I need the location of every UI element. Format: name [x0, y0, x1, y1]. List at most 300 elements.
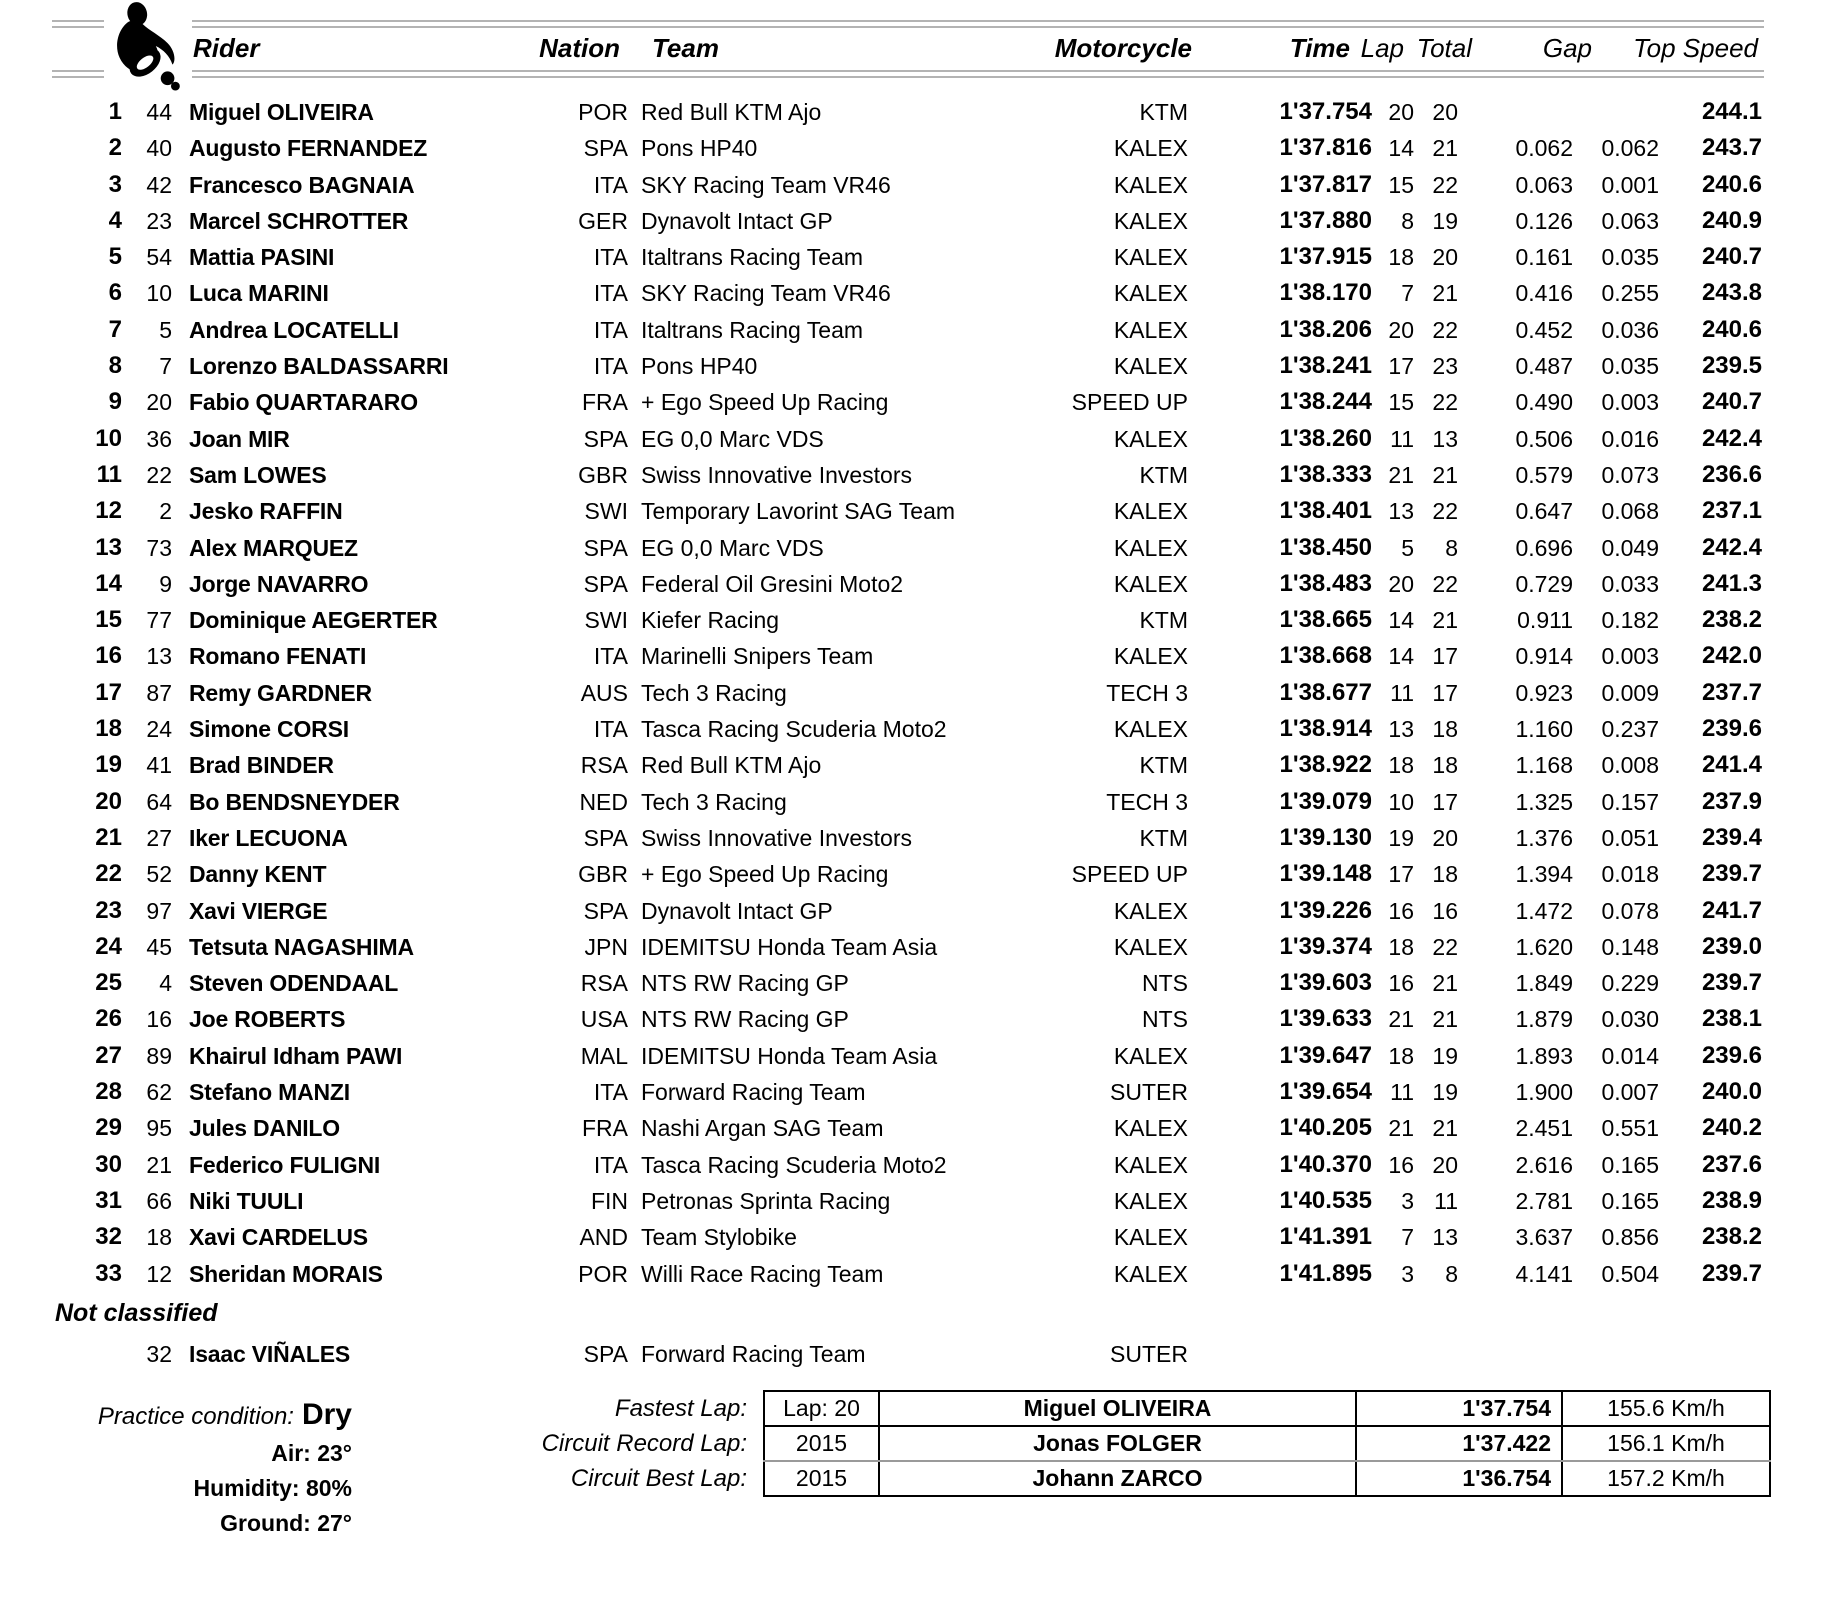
nation-cell: SPA [583, 135, 628, 162]
not-classified-rows [0, 1336, 1826, 1372]
rider-number-cell: 36 [146, 425, 172, 452]
gap-to-first-cell: 0.452 [1515, 316, 1573, 343]
time-cell: 1'38.260 [1279, 424, 1372, 452]
classification-rows [0, 82, 1826, 1292]
motorcycle-cell: SPEED UP [1071, 861, 1188, 888]
gap-to-first-cell: 2.616 [1515, 1151, 1573, 1178]
rider-number-cell: 66 [146, 1187, 172, 1214]
total-laps-cell: 8 [1445, 534, 1458, 561]
time-cell: 1'37.816 [1279, 134, 1372, 162]
rider-name-cell: Mattia PASINI [189, 244, 335, 271]
position-cell: 11 [96, 460, 122, 488]
position-cell: 6 [108, 279, 122, 307]
gap-to-first-cell: 1.879 [1515, 1006, 1573, 1033]
gap-to-prev-cell: 0.014 [1601, 1042, 1659, 1069]
nation-cell: ITA [593, 1079, 628, 1106]
top-speed-cell: 240.2 [1701, 1114, 1762, 1142]
top-speed-cell: 242.4 [1701, 424, 1762, 452]
rider-number-cell: 16 [146, 1006, 172, 1033]
position-cell: 12 [95, 497, 122, 525]
motorcycle-cell: NTS [1142, 970, 1188, 997]
total-laps-cell: 22 [1432, 316, 1458, 343]
time-cell: 1'39.603 [1279, 969, 1372, 997]
lap-cell: 15 [1388, 389, 1414, 416]
lap-cell: 21 [1388, 1115, 1414, 1142]
gap-to-first-cell: 3.637 [1515, 1224, 1573, 1251]
rider-name-cell: Isaac VIÑALES [189, 1340, 351, 1367]
best-lap-speed-cell: 157.2 Km/h [1563, 1462, 1771, 1495]
table-row [0, 1147, 1826, 1183]
rider-number-cell: 95 [146, 1115, 172, 1142]
rider-name-cell: Stefano MANZI [189, 1079, 350, 1106]
table-row [0, 94, 1826, 130]
rider-name-cell: Jules DANILO [189, 1115, 340, 1142]
table-row [0, 457, 1826, 493]
team-cell: Federal Oil Gresini Moto2 [641, 570, 904, 597]
position-cell: 1 [108, 98, 122, 125]
time-cell: 1'39.374 [1279, 932, 1372, 960]
time-cell: 1'38.677 [1279, 678, 1372, 706]
time-cell: 1'39.148 [1279, 860, 1372, 888]
position-cell: 19 [95, 751, 122, 779]
rider-name-cell: Niki TUULI [189, 1187, 304, 1214]
top-speed-cell: 243.8 [1701, 279, 1762, 307]
column-header-lap: Lap [1360, 33, 1404, 63]
rider-number-cell: 20 [146, 389, 172, 416]
rider-number-cell: 5 [159, 316, 172, 343]
header-bottom-rule [52, 70, 1764, 78]
team-cell: Swiss Innovative Investors [641, 461, 913, 488]
header-top-rule [52, 20, 1764, 28]
lap-cell: 17 [1388, 861, 1414, 888]
table-row [0, 784, 1826, 820]
motorcycle-cell: NTS [1142, 1006, 1188, 1033]
top-speed-cell: 240.9 [1701, 206, 1762, 234]
motorcycle-cell: TECH 3 [1106, 679, 1188, 706]
team-cell: NTS RW Racing GP [641, 1006, 849, 1033]
rider-name-cell: Fabio QUARTARARO [189, 389, 418, 416]
best-lap-time-cell: 1'36.754 [1357, 1462, 1563, 1495]
gap-to-prev-cell: 0.551 [1601, 1115, 1659, 1142]
gap-to-prev-cell: 0.003 [1601, 389, 1659, 416]
total-laps-cell: 22 [1432, 570, 1458, 597]
time-cell: 1'39.226 [1279, 896, 1372, 924]
time-cell: 1'39.633 [1279, 1005, 1372, 1033]
time-cell: 1'37.817 [1279, 170, 1372, 198]
rider-number-cell: 24 [146, 716, 172, 743]
time-cell: 1'38.244 [1279, 388, 1372, 416]
lap-cell: 14 [1388, 607, 1414, 634]
team-cell: + Ego Speed Up Racing [641, 861, 889, 888]
gap-to-first-cell: 1.376 [1515, 824, 1573, 851]
gap-to-first-cell: 0.506 [1515, 425, 1573, 452]
gap-to-prev-cell: 0.009 [1601, 679, 1659, 706]
team-cell: IDEMITSU Honda Team Asia [641, 1042, 938, 1069]
motorcycle-cell: KALEX [1113, 280, 1188, 307]
nation-cell: JPN [584, 933, 628, 960]
gap-to-prev-cell: 0.148 [1601, 933, 1659, 960]
time-cell: 1'39.654 [1279, 1078, 1372, 1106]
position-cell: 13 [95, 533, 122, 561]
team-cell: Red Bull KTM Ajo [641, 99, 822, 125]
position-cell: 22 [95, 860, 122, 888]
motorcycle-cell: KALEX [1113, 1260, 1188, 1287]
motorcycle-cell: KTM [1139, 461, 1188, 488]
column-header-motorcycle: Motorcycle [1054, 33, 1192, 63]
best-lap-rider-cell: Jonas FOLGER [880, 1427, 1357, 1460]
rider-name-cell: Brad BINDER [189, 752, 334, 779]
rider-number-cell: 45 [146, 933, 172, 960]
position-cell: 7 [108, 315, 122, 343]
nation-cell: ITA [593, 280, 628, 307]
team-cell: Pons HP40 [641, 353, 758, 380]
gap-to-prev-cell: 0.856 [1601, 1224, 1659, 1251]
rider-number-cell: 18 [146, 1224, 172, 1251]
lap-cell: 21 [1388, 1006, 1414, 1033]
table-header [0, 0, 1826, 82]
total-laps-cell: 23 [1432, 353, 1458, 380]
time-cell: 1'38.401 [1279, 497, 1372, 525]
total-laps-cell: 22 [1432, 498, 1458, 525]
top-speed-cell: 241.7 [1701, 896, 1762, 924]
time-cell: 1'37.915 [1279, 243, 1372, 271]
gap-to-prev-cell: 0.165 [1601, 1187, 1659, 1214]
table-row [0, 384, 1826, 420]
rider-number-cell: 64 [146, 788, 172, 815]
lap-cell: 17 [1388, 353, 1414, 380]
top-speed-cell: 240.7 [1701, 388, 1762, 416]
rider-name-cell: Augusto FERNANDEZ [189, 135, 428, 162]
best-lap-row [430, 1390, 1771, 1427]
nation-cell: GER [578, 207, 628, 234]
total-laps-cell: 21 [1432, 607, 1458, 634]
lap-cell: 14 [1388, 643, 1414, 670]
best-lap-cells [763, 1425, 1771, 1462]
rider-number-cell: 32 [146, 1340, 172, 1367]
team-cell: + Ego Speed Up Racing [641, 389, 889, 416]
practice-condition-label: Practice condition: [97, 1403, 294, 1431]
gap-to-prev-cell [1573, 94, 1659, 130]
motorcycle-rider-icon [104, 0, 192, 92]
gap-to-prev-cell: 0.008 [1601, 752, 1659, 779]
nation-cell: ITA [593, 1151, 628, 1178]
gap-to-prev-cell: 0.030 [1601, 1006, 1659, 1033]
air-temperature: Air: 23° [271, 1440, 352, 1467]
nation-cell: SPA [583, 570, 628, 597]
gap-to-first-cell: 1.472 [1515, 897, 1573, 924]
rider-number-cell: 52 [146, 861, 172, 888]
nation-cell: ITA [593, 716, 628, 743]
rider-name-cell: Dominique AEGERTER [189, 607, 438, 634]
rider-number-cell: 62 [146, 1079, 172, 1106]
motorcycle-cell: KALEX [1113, 716, 1188, 743]
time-cell: 1'38.241 [1279, 352, 1372, 380]
gap-to-first-cell: 1.160 [1515, 716, 1573, 743]
rider-name-cell: Steven ODENDAAL [189, 970, 399, 997]
total-laps-cell: 21 [1432, 135, 1458, 162]
table-row [0, 820, 1826, 856]
top-speed-cell: 239.7 [1701, 860, 1762, 888]
gap-to-first-cell: 1.849 [1515, 970, 1573, 997]
ground-temperature: Ground: 27° [220, 1510, 352, 1537]
lap-cell: 16 [1388, 897, 1414, 924]
table-row [0, 1074, 1826, 1110]
gap-to-first-cell: 0.062 [1515, 135, 1573, 162]
rider-name-cell: Xavi CARDELUS [189, 1224, 368, 1251]
column-header-top-speed: Top Speed [1633, 33, 1758, 63]
top-speed-cell: 243.7 [1701, 134, 1762, 162]
top-speed-cell: 241.3 [1701, 569, 1762, 597]
nation-cell: ITA [593, 353, 628, 380]
total-laps-cell: 19 [1432, 1079, 1458, 1106]
gap-to-first-cell: 0.647 [1515, 498, 1573, 525]
rider-number-cell: 10 [146, 280, 172, 307]
motorcycle-cell: KALEX [1113, 534, 1188, 561]
motorcycle-cell: KALEX [1113, 171, 1188, 198]
rider-number-cell: 42 [146, 171, 172, 198]
best-lap-row [430, 1425, 1771, 1462]
lap-cell: 16 [1388, 1151, 1414, 1178]
lap-cell: 11 [1390, 425, 1414, 452]
table-row [0, 1001, 1826, 1037]
gap-to-prev-cell: 0.229 [1601, 970, 1659, 997]
top-speed-cell: 239.5 [1701, 352, 1762, 380]
table-row [0, 1183, 1826, 1219]
position-cell: 8 [108, 352, 122, 380]
total-laps-cell: 22 [1432, 389, 1458, 416]
gap-to-prev-cell: 0.007 [1601, 1079, 1659, 1106]
conditions-block [0, 1394, 352, 1541]
position-cell: 27 [95, 1041, 122, 1069]
lap-cell: 14 [1388, 135, 1414, 162]
gap-to-first-cell: 0.911 [1517, 607, 1573, 634]
rider-number-cell: 41 [146, 752, 172, 779]
total-laps-cell: 20 [1432, 244, 1458, 271]
gap-to-first-cell: 0.490 [1515, 389, 1573, 416]
position-cell: 10 [95, 424, 122, 452]
gap-to-prev-cell: 0.073 [1601, 461, 1659, 488]
top-speed-cell: 239.7 [1701, 1259, 1762, 1287]
top-speed-cell: 240.6 [1701, 315, 1762, 343]
top-speed-cell: 240.0 [1701, 1078, 1762, 1106]
gap-to-prev-cell: 0.016 [1601, 425, 1659, 452]
team-cell: Tech 3 Racing [641, 788, 787, 815]
position-cell: 24 [95, 932, 122, 960]
rider-name-cell: Sheridan MORAIS [189, 1260, 383, 1287]
table-row [0, 130, 1826, 166]
gap-to-first-cell: 0.487 [1515, 353, 1573, 380]
column-header-nation: Nation [539, 33, 620, 63]
gap-to-prev-cell: 0.068 [1601, 498, 1659, 525]
rider-number-cell: 7 [159, 353, 172, 380]
total-laps-cell: 18 [1432, 752, 1458, 779]
column-header-team: Team [652, 33, 719, 63]
column-header-gap: Gap [1542, 33, 1592, 63]
table-row [0, 929, 1826, 965]
lap-cell: 18 [1388, 933, 1414, 960]
nation-cell: AUS [580, 679, 628, 706]
motorcycle-cell: KALEX [1113, 1042, 1188, 1069]
top-speed-cell: 239.6 [1701, 1041, 1762, 1069]
table-row [0, 1256, 1826, 1292]
top-speed-cell: 242.4 [1701, 533, 1762, 561]
lap-cell: 5 [1401, 534, 1414, 561]
table-row [0, 421, 1826, 457]
gap-to-prev-cell: 0.165 [1601, 1151, 1659, 1178]
position-cell: 29 [95, 1114, 122, 1142]
lap-cell: 15 [1388, 171, 1414, 198]
total-laps-cell: 18 [1432, 861, 1458, 888]
rider-name-cell: Danny KENT [189, 861, 327, 888]
position-cell: 15 [95, 606, 122, 634]
team-cell: Team Stylobike [641, 1224, 797, 1251]
table-row [0, 203, 1826, 239]
top-speed-cell: 238.2 [1701, 606, 1762, 634]
time-cell: 1'40.535 [1279, 1186, 1372, 1214]
rider-name-cell: Simone CORSI [189, 716, 349, 743]
gap-to-prev-cell [1573, 1336, 1659, 1372]
gap-to-first-cell [1458, 1336, 1573, 1372]
rider-name-cell: Iker LECUONA [189, 824, 348, 851]
nation-cell: POR [578, 99, 628, 125]
position-cell: 32 [95, 1223, 122, 1251]
lap-cell: 11 [1390, 679, 1414, 706]
table-row [0, 638, 1826, 674]
nation-cell: SPA [583, 1340, 628, 1367]
table-row [0, 893, 1826, 929]
total-laps-cell: 21 [1432, 280, 1458, 307]
table-row [0, 312, 1826, 348]
nation-cell: SPA [583, 824, 628, 851]
lap-cell: 21 [1388, 461, 1414, 488]
team-cell: SKY Racing Team VR46 [641, 280, 891, 307]
total-laps-cell: 21 [1432, 461, 1458, 488]
lap-cell: 3 [1401, 1187, 1414, 1214]
gap-to-prev-cell: 0.051 [1601, 824, 1659, 851]
total-laps-cell: 13 [1432, 425, 1458, 452]
motorcycle-cell: TECH 3 [1106, 788, 1188, 815]
top-speed-cell: 239.6 [1701, 715, 1762, 743]
rider-number-cell: 77 [146, 607, 172, 634]
time-cell: 1'41.895 [1279, 1259, 1372, 1287]
column-header-time: Time [1289, 33, 1350, 63]
gap-to-first-cell: 0.914 [1515, 643, 1573, 670]
total-laps-cell: 20 [1432, 824, 1458, 851]
team-cell: EG 0,0 Marc VDS [641, 425, 824, 452]
lap-cell: 13 [1388, 498, 1414, 525]
gap-to-first-cell: 1.394 [1515, 861, 1573, 888]
rider-name-cell: Federico FULIGNI [189, 1151, 381, 1178]
rider-name-cell: Francesco BAGNAIA [189, 171, 415, 198]
nation-cell: SPA [583, 425, 628, 452]
gap-to-prev-cell: 0.049 [1601, 534, 1659, 561]
table-row [0, 566, 1826, 602]
table-row [0, 602, 1826, 638]
time-cell [1188, 1336, 1372, 1372]
not-classified-label: Not classified [55, 1298, 218, 1327]
motorcycle-cell: KTM [1139, 824, 1188, 851]
gap-to-first-cell: 0.063 [1515, 171, 1573, 198]
nation-cell: ITA [593, 316, 628, 343]
motorcycle-cell: KALEX [1113, 897, 1188, 924]
best-laps-block [430, 1390, 1771, 1497]
nation-cell: USA [580, 1006, 628, 1033]
total-laps-cell: 20 [1432, 1151, 1458, 1178]
total-laps-cell: 21 [1432, 1115, 1458, 1142]
lap-cell: 7 [1401, 280, 1414, 307]
position-cell: 25 [95, 969, 122, 997]
gap-to-first-cell [1458, 94, 1573, 130]
top-speed-cell: 240.7 [1701, 243, 1762, 271]
gap-to-prev-cell: 0.237 [1601, 716, 1659, 743]
time-cell: 1'41.391 [1279, 1223, 1372, 1251]
motorcycle-cell: KALEX [1113, 135, 1188, 162]
motorcycle-cell: KALEX [1113, 244, 1188, 271]
team-cell: Red Bull KTM Ajo [641, 752, 822, 779]
lap-cell [1372, 1336, 1414, 1372]
table-row [0, 1038, 1826, 1074]
motorcycle-cell: KALEX [1113, 1187, 1188, 1214]
table-row [0, 711, 1826, 747]
lap-cell: 20 [1388, 99, 1414, 125]
rider-number-cell: 22 [146, 461, 172, 488]
rider-name-cell: Marcel SCHROTTER [189, 207, 409, 234]
time-cell: 1'39.647 [1279, 1041, 1372, 1069]
footer [0, 1390, 1826, 1620]
top-speed-cell: 240.6 [1701, 170, 1762, 198]
gap-to-prev-cell: 0.063 [1601, 207, 1659, 234]
rider-number-cell: 87 [146, 679, 172, 706]
gap-to-prev-cell: 0.036 [1601, 316, 1659, 343]
best-lap-time-cell: 1'37.422 [1357, 1427, 1563, 1460]
motorcycle-cell: KTM [1139, 99, 1188, 125]
gap-to-first-cell: 1.900 [1515, 1079, 1573, 1106]
position-cell: 28 [95, 1078, 122, 1106]
motorcycle-cell: KALEX [1113, 207, 1188, 234]
top-speed-cell: 237.7 [1701, 678, 1762, 706]
gap-to-first-cell: 0.416 [1515, 280, 1573, 307]
position-cell: 3 [108, 170, 122, 198]
rider-number-cell: 9 [159, 570, 172, 597]
lap-cell: 11 [1390, 1079, 1414, 1106]
rider-number-cell: 44 [146, 99, 172, 125]
lap-cell: 20 [1388, 570, 1414, 597]
time-cell: 1'38.333 [1279, 460, 1372, 488]
time-cell: 1'39.079 [1279, 787, 1372, 815]
team-cell: Italtrans Racing Team [641, 244, 864, 271]
position-cell: 9 [108, 388, 122, 416]
motorcycle-cell: KTM [1139, 607, 1188, 634]
position-cell: 33 [95, 1259, 122, 1287]
rider-name-cell: Lorenzo BALDASSARRI [189, 353, 449, 380]
best-lap-cells [763, 1390, 1771, 1427]
gap-to-prev-cell: 0.033 [1601, 570, 1659, 597]
team-cell: Dynavolt Intact GP [641, 897, 833, 924]
nation-cell: GBR [578, 861, 628, 888]
rider-name-cell: Miguel OLIVEIRA [189, 99, 374, 125]
rider-number-cell: 23 [146, 207, 172, 234]
motorcycle-cell: KTM [1139, 752, 1188, 779]
gap-to-first-cell: 0.161 [1515, 244, 1573, 271]
gap-to-first-cell: 2.451 [1515, 1115, 1573, 1142]
practice-condition-line [0, 1394, 352, 1436]
position-cell: 23 [95, 896, 122, 924]
lap-cell: 16 [1388, 970, 1414, 997]
rider-name-cell: Xavi VIERGE [189, 897, 328, 924]
top-speed-cell: 244.1 [1701, 98, 1762, 125]
lap-cell: 3 [1401, 1260, 1414, 1287]
position-cell: 21 [95, 823, 122, 851]
